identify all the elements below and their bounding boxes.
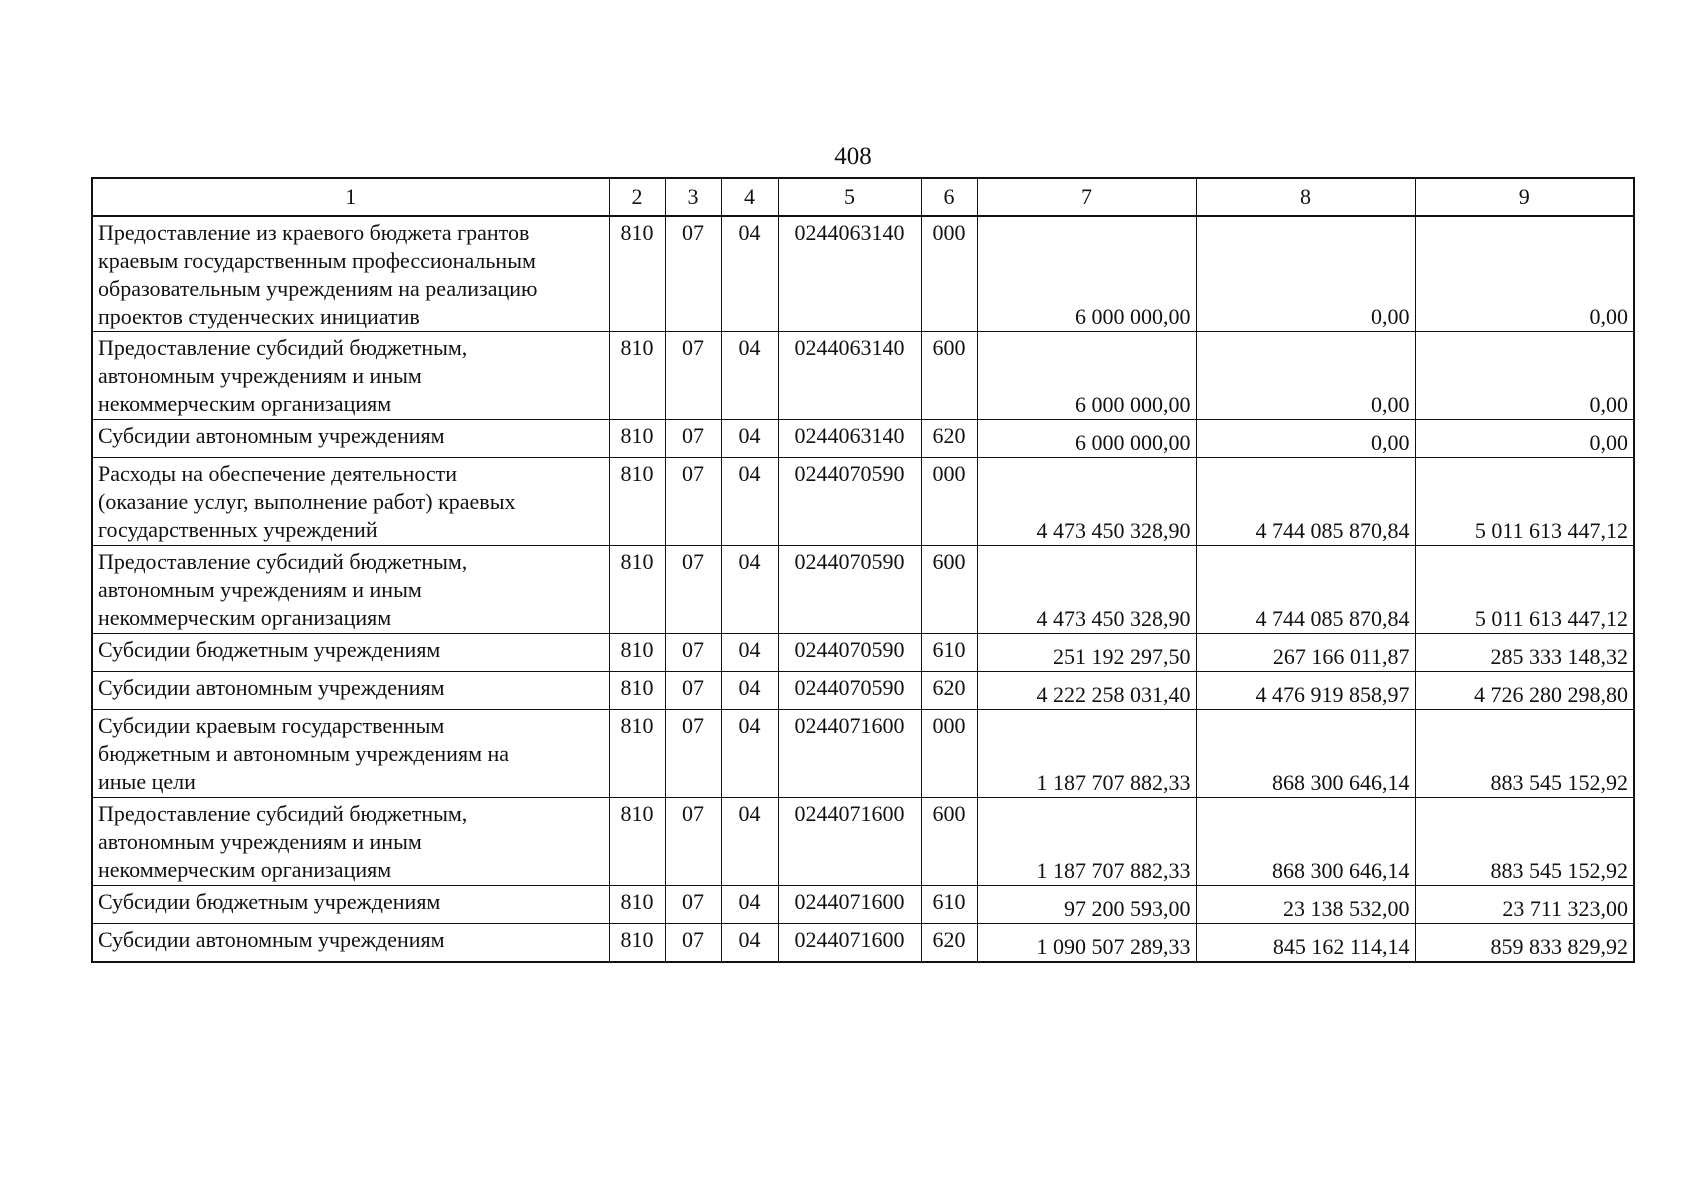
expense-name — [92, 546, 609, 634]
subsection-code: 04 — [721, 458, 778, 546]
name-line: Субсидии бюджетным учреждениям — [98, 889, 441, 914]
amount-col8: 267 166 011,87 — [1196, 634, 1415, 672]
name-line: Предоставление субсидий бюджетным, — [98, 549, 468, 574]
name-line: проектов студенческих инициатив — [98, 304, 420, 329]
name-line: (оказание услуг, выполнение работ) краевых — [98, 489, 516, 514]
section-code: 07 — [665, 924, 721, 963]
expense-type-code: 600 — [921, 546, 977, 634]
ministry-code: 810 — [609, 634, 665, 672]
ministry-code: 810 — [609, 886, 665, 924]
table-row — [92, 798, 1634, 886]
amount-col8: 845 162 114,14 — [1196, 924, 1415, 963]
amount-col7: 4 473 450 328,90 — [977, 458, 1196, 546]
name-line: Предоставление из краевого бюджета грантов — [98, 220, 530, 245]
table-row — [92, 420, 1634, 458]
expense-type-code: 620 — [921, 420, 977, 458]
target-article-code: 0244071600 — [778, 886, 921, 924]
column-header: 7 — [977, 178, 1196, 216]
expense-type-code: 600 — [921, 798, 977, 886]
table-row — [92, 332, 1634, 420]
budget-table — [91, 177, 1635, 963]
expense-name — [92, 216, 609, 332]
name-line: некоммерческим организациям — [98, 605, 392, 630]
section-code: 07 — [665, 216, 721, 332]
target-article-code: 0244071600 — [778, 798, 921, 886]
table-row — [92, 924, 1634, 963]
name-line: Субсидии бюджетным учреждениям — [98, 637, 441, 662]
amount-col8: 0,00 — [1196, 216, 1415, 332]
section-code: 07 — [665, 420, 721, 458]
subsection-code: 04 — [721, 216, 778, 332]
amount-col8: 23 138 532,00 — [1196, 886, 1415, 924]
column-header: 6 — [921, 178, 977, 216]
amount-col9: 5 011 613 447,12 — [1415, 546, 1634, 634]
table-row — [92, 546, 1634, 634]
name-line: образовательным учреждениям на реализацию — [98, 276, 538, 301]
target-article-code: 0244070590 — [778, 672, 921, 710]
amount-col8: 868 300 646,14 — [1196, 798, 1415, 886]
name-line: Предоставление субсидий бюджетным, — [98, 801, 468, 826]
expense-type-code: 610 — [921, 886, 977, 924]
section-code: 07 — [665, 546, 721, 634]
column-header: 3 — [665, 178, 721, 216]
expense-name — [92, 634, 609, 672]
expense-type-code: 000 — [921, 216, 977, 332]
ministry-code: 810 — [609, 458, 665, 546]
amount-col7: 4 222 258 031,40 — [977, 672, 1196, 710]
column-header: 9 — [1415, 178, 1634, 216]
column-header: 2 — [609, 178, 665, 216]
target-article-code: 0244063140 — [778, 216, 921, 332]
name-line: некоммерческим организациям — [98, 857, 392, 882]
amount-col7: 1 090 507 289,33 — [977, 924, 1196, 963]
section-code: 07 — [665, 634, 721, 672]
amount-col9: 0,00 — [1415, 420, 1634, 458]
target-article-code: 0244070590 — [778, 634, 921, 672]
name-line: Субсидии краевым государственным — [98, 713, 445, 738]
ministry-code: 810 — [609, 332, 665, 420]
column-header: 5 — [778, 178, 921, 216]
table-row — [92, 458, 1634, 546]
amount-col8: 868 300 646,14 — [1196, 710, 1415, 798]
target-article-code: 0244063140 — [778, 420, 921, 458]
target-article-code: 0244071600 — [778, 924, 921, 963]
amount-col7: 1 187 707 882,33 — [977, 710, 1196, 798]
table-row — [92, 710, 1634, 798]
ministry-code: 810 — [609, 546, 665, 634]
table-row — [92, 672, 1634, 710]
page-number: 408 — [834, 143, 872, 170]
name-line: иные цели — [98, 769, 196, 794]
amount-col7: 97 200 593,00 — [977, 886, 1196, 924]
amount-col9: 0,00 — [1415, 216, 1634, 332]
amount-col9: 883 545 152,92 — [1415, 710, 1634, 798]
ministry-code: 810 — [609, 710, 665, 798]
amount-col9: 883 545 152,92 — [1415, 798, 1634, 886]
name-line: автономным учреждениям и иным — [98, 577, 422, 602]
column-header: 4 — [721, 178, 778, 216]
name-line: Субсидии автономным учреждениям — [98, 423, 445, 448]
expense-type-code: 610 — [921, 634, 977, 672]
name-line: некоммерческим организациям — [98, 391, 392, 416]
name-line: государственных учреждений — [98, 517, 378, 542]
expense-name — [92, 420, 609, 458]
table-row — [92, 216, 1634, 332]
table-row — [92, 886, 1634, 924]
section-code: 07 — [665, 798, 721, 886]
expense-type-code: 600 — [921, 332, 977, 420]
table-row — [92, 634, 1634, 672]
subsection-code: 04 — [721, 886, 778, 924]
target-article-code: 0244070590 — [778, 546, 921, 634]
amount-col7: 6 000 000,00 — [977, 216, 1196, 332]
target-article-code: 0244071600 — [778, 710, 921, 798]
name-line: Расходы на обеспечение деятельности — [98, 461, 458, 486]
column-header: 1 — [92, 178, 609, 216]
target-article-code: 0244070590 — [778, 458, 921, 546]
amount-col7: 6 000 000,00 — [977, 332, 1196, 420]
ministry-code: 810 — [609, 798, 665, 886]
expense-type-code: 000 — [921, 710, 977, 798]
ministry-code: 810 — [609, 924, 665, 963]
name-line: Предоставление субсидий бюджетным, — [98, 335, 468, 360]
amount-col9: 0,00 — [1415, 332, 1634, 420]
name-line: автономным учреждениям и иным — [98, 829, 422, 854]
amount-col9: 285 333 148,32 — [1415, 634, 1634, 672]
name-line: бюджетным и автономным учреждениям на — [98, 741, 510, 766]
subsection-code: 04 — [721, 546, 778, 634]
expense-name — [92, 332, 609, 420]
amount-col8: 4 744 085 870,84 — [1196, 458, 1415, 546]
section-code: 07 — [665, 458, 721, 546]
amount-col8: 0,00 — [1196, 332, 1415, 420]
subsection-code: 04 — [721, 672, 778, 710]
section-code: 07 — [665, 886, 721, 924]
section-code: 07 — [665, 332, 721, 420]
subsection-code: 04 — [721, 634, 778, 672]
expense-name — [92, 458, 609, 546]
amount-col9: 4 726 280 298,80 — [1415, 672, 1634, 710]
column-number-row — [92, 178, 1634, 216]
expense-name — [92, 710, 609, 798]
amount-col7: 6 000 000,00 — [977, 420, 1196, 458]
expense-type-code: 000 — [921, 458, 977, 546]
expense-type-code: 620 — [921, 924, 977, 963]
section-code: 07 — [665, 710, 721, 798]
amount-col9: 859 833 829,92 — [1415, 924, 1634, 963]
expense-name — [92, 886, 609, 924]
expense-name — [92, 798, 609, 886]
amount-col9: 23 711 323,00 — [1415, 886, 1634, 924]
target-article-code: 0244063140 — [778, 332, 921, 420]
expense-type-code: 620 — [921, 672, 977, 710]
ministry-code: 810 — [609, 672, 665, 710]
column-header: 8 — [1196, 178, 1415, 216]
amount-col9: 5 011 613 447,12 — [1415, 458, 1634, 546]
subsection-code: 04 — [721, 924, 778, 963]
amount-col7: 4 473 450 328,90 — [977, 546, 1196, 634]
name-line: краевым государственным профессиональным — [98, 248, 536, 273]
subsection-code: 04 — [721, 420, 778, 458]
subsection-code: 04 — [721, 710, 778, 798]
amount-col8: 4 476 919 858,97 — [1196, 672, 1415, 710]
amount-col8: 4 744 085 870,84 — [1196, 546, 1415, 634]
section-code: 07 — [665, 672, 721, 710]
name-line: Субсидии автономным учреждениям — [98, 675, 445, 700]
amount-col7: 251 192 297,50 — [977, 634, 1196, 672]
amount-col7: 1 187 707 882,33 — [977, 798, 1196, 886]
expense-name — [92, 672, 609, 710]
amount-col8: 0,00 — [1196, 420, 1415, 458]
subsection-code: 04 — [721, 332, 778, 420]
ministry-code: 810 — [609, 420, 665, 458]
name-line: Субсидии автономным учреждениям — [98, 927, 445, 952]
ministry-code: 810 — [609, 216, 665, 332]
subsection-code: 04 — [721, 798, 778, 886]
name-line: автономным учреждениям и иным — [98, 363, 422, 388]
expense-name — [92, 924, 609, 963]
